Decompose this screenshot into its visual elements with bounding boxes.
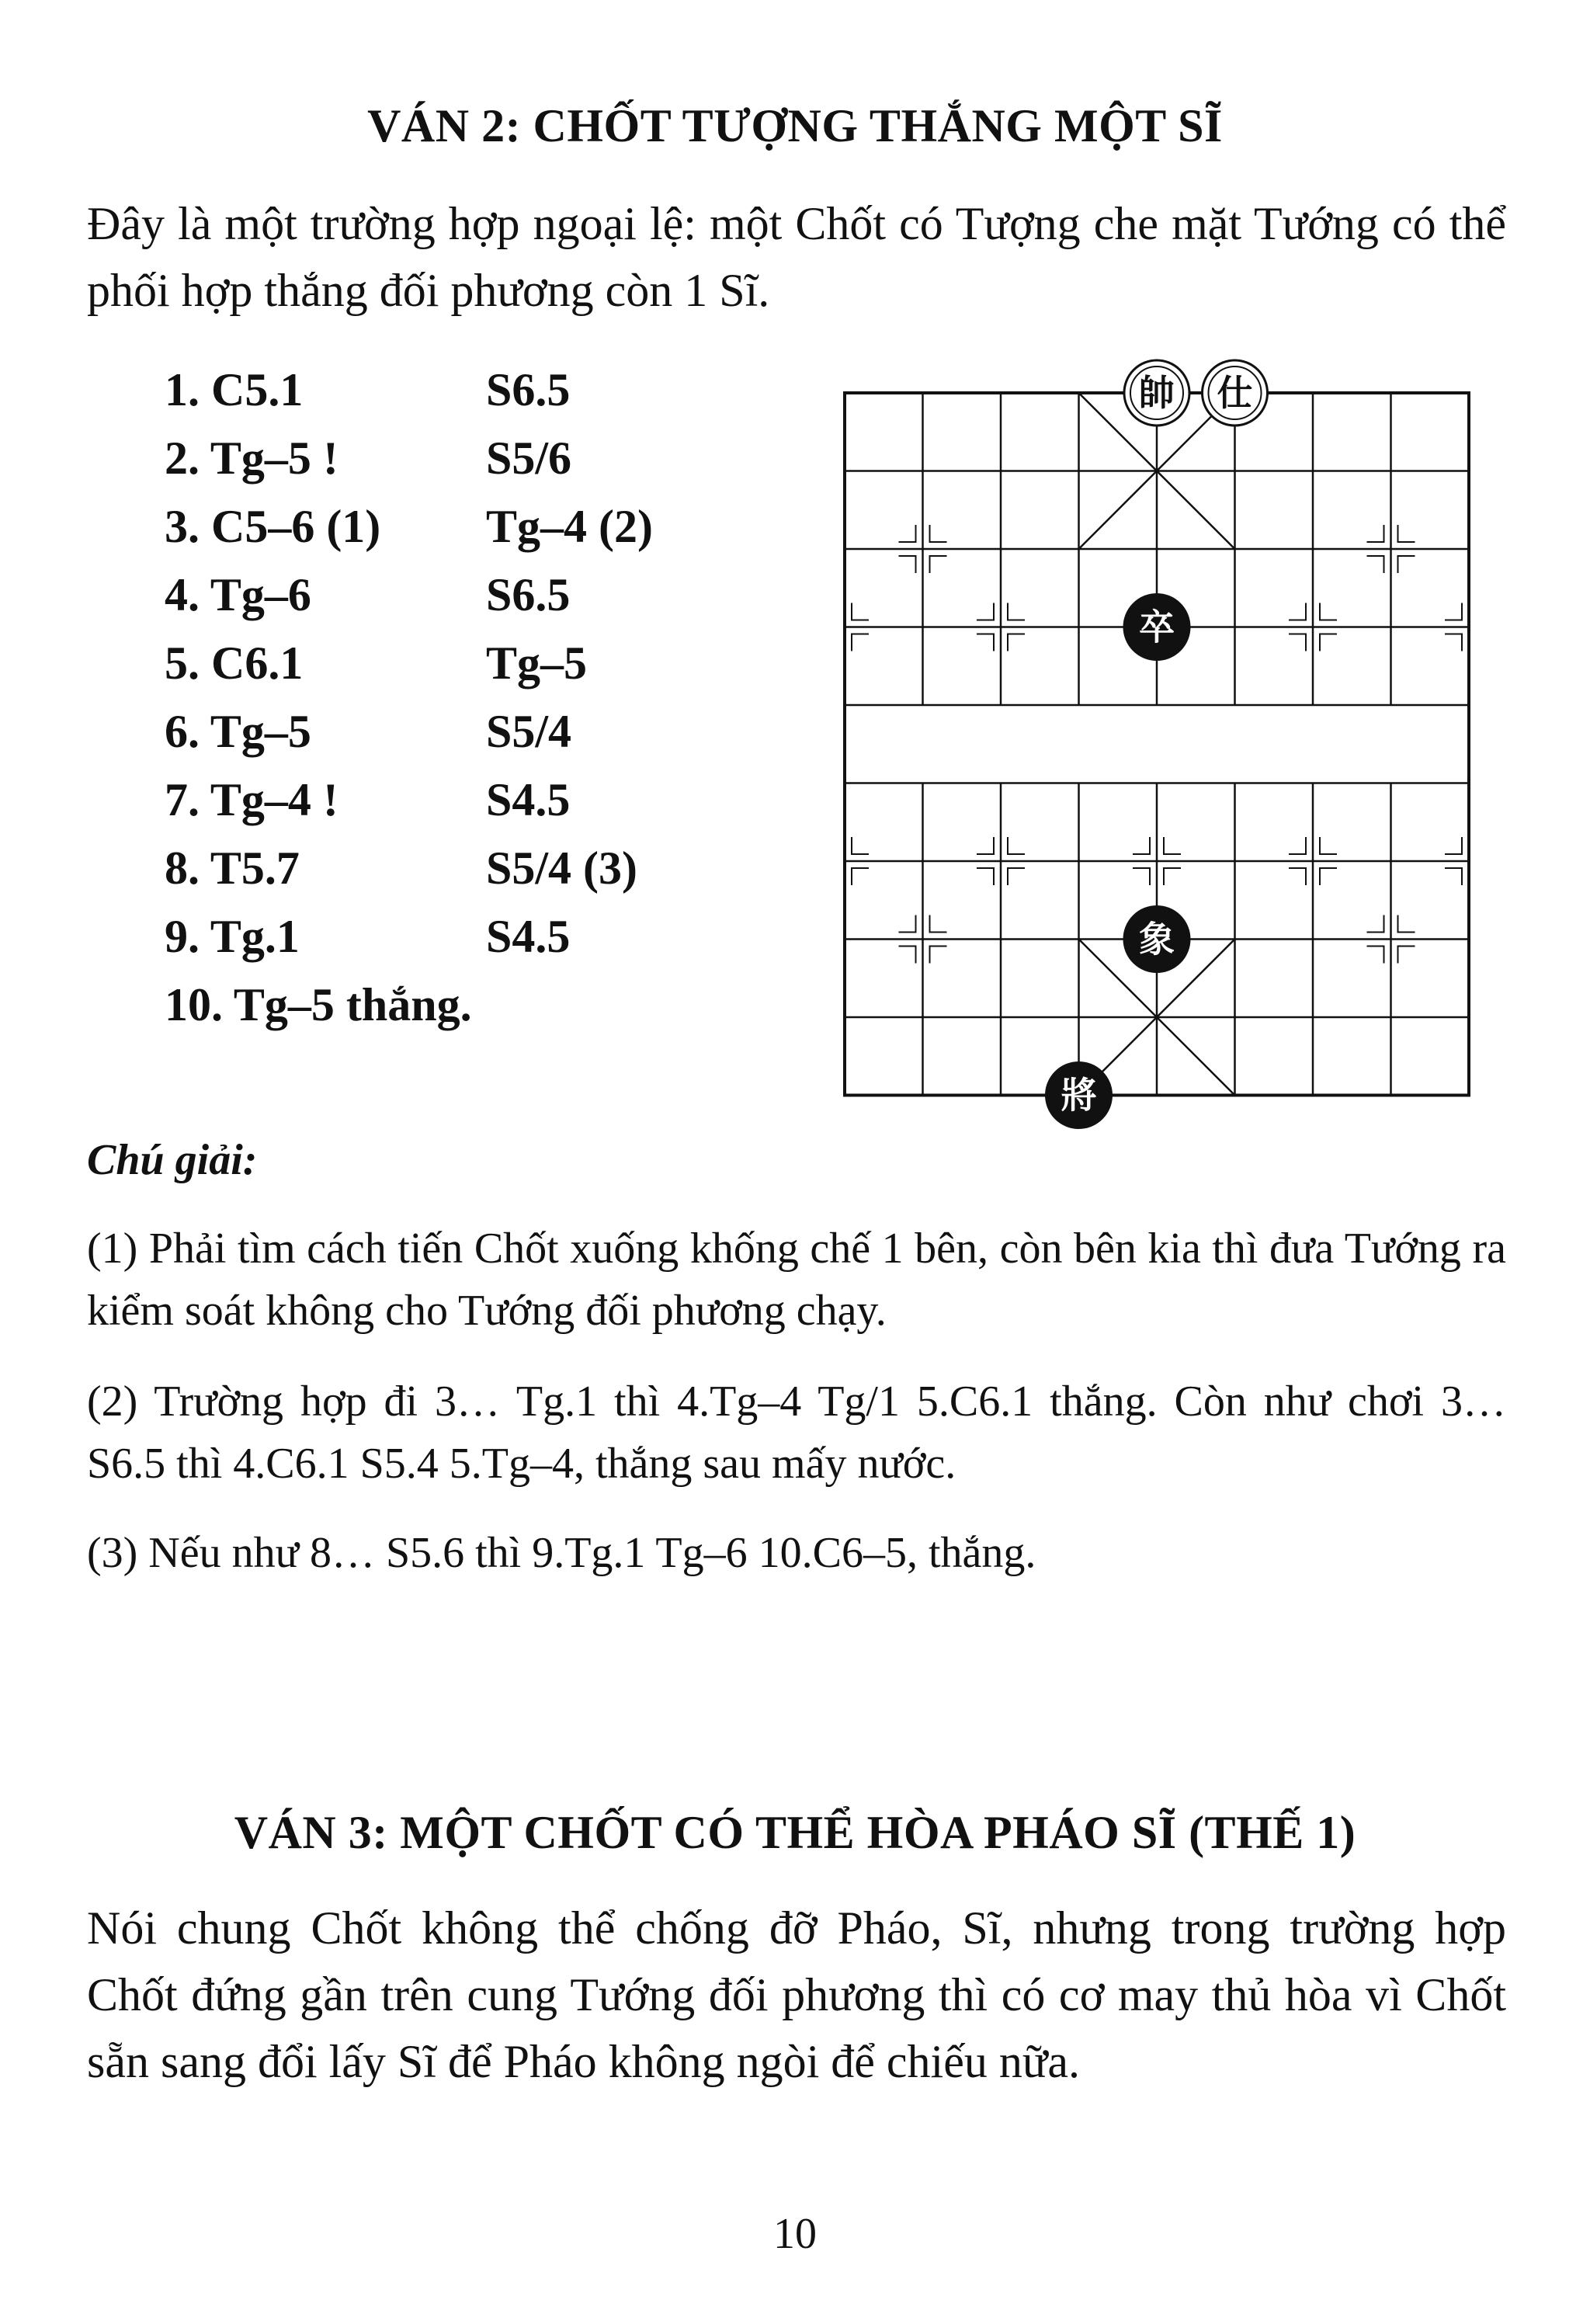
piece-label: 將 <box>1061 1074 1097 1117</box>
move-white: 4. Tg–6 <box>165 569 311 620</box>
move-list <box>165 356 653 1039</box>
move-black: S5/6 <box>486 432 572 484</box>
position-marker <box>1289 837 1306 854</box>
move-black: S4.5 <box>486 911 571 962</box>
position-marker <box>1289 634 1306 651</box>
position-marker <box>1008 634 1025 651</box>
position-marker <box>1445 603 1462 620</box>
position-marker <box>1320 837 1337 854</box>
move-black: S6.5 <box>486 569 571 620</box>
position-marker <box>930 556 947 573</box>
move-row <box>165 902 653 971</box>
move-row <box>165 697 653 766</box>
move-black: Tg–5 <box>486 637 588 689</box>
move-black: S6.5 <box>486 364 571 415</box>
xiangqi-board-diagram <box>823 342 1491 1141</box>
position-marker <box>852 634 869 651</box>
move-white: 8. T5.7 <box>165 842 300 894</box>
move-white: 2. Tg–5 ! <box>165 432 338 484</box>
section2-title: VÁN 3: MỘT CHỐT CÓ THỂ HÒA PHÁO SĨ (THẾ 1) <box>234 1807 1356 1858</box>
position-marker <box>977 603 994 620</box>
move-row <box>165 561 653 629</box>
position-marker <box>1445 868 1462 885</box>
move-row <box>165 492 653 561</box>
position-marker <box>930 525 947 542</box>
position-marker <box>1320 634 1337 651</box>
position-marker <box>1398 525 1415 542</box>
position-marker <box>899 947 916 964</box>
position-marker <box>899 915 916 933</box>
move-row <box>165 834 653 902</box>
move-black: S4.5 <box>486 774 571 825</box>
move-white: 3. C5–6 (1) <box>165 501 381 552</box>
move-white: 1. C5.1 <box>165 364 304 415</box>
position-marker <box>1289 603 1306 620</box>
position-marker <box>977 634 994 651</box>
section1-intro: Đây là một trường hợp ngoại lệ: một Chốt có Tượng che mặt Tướng có thể phối hợp thắng đối phương còn 1 Sĩ. <box>87 198 1506 316</box>
move-black: Tg–4 (2) <box>486 501 653 552</box>
position-marker <box>977 868 994 885</box>
position-marker <box>1133 837 1150 854</box>
move-row <box>165 766 653 834</box>
move-row <box>165 356 653 424</box>
move-row <box>165 629 653 697</box>
position-marker <box>1367 525 1384 542</box>
note-2: (2) Trường hợp đi 3… Tg.1 thì 4.Tg–4 Tg/1 5.C6.1 thắng. Còn như chơi 3… S6.5 thì 4.C6.1 S5.4 5.Tg–4, thắng sau mấy nước. <box>87 1377 1506 1488</box>
position-marker <box>1164 837 1181 854</box>
position-marker <box>1367 947 1384 964</box>
note-3: (3) Nếu như 8… S5.6 thì 9.Tg.1 Tg–6 10.C6–5, thắng. <box>87 1529 1036 1577</box>
position-marker <box>1008 837 1025 854</box>
position-marker <box>1445 634 1462 651</box>
note-1: (1) Phải tìm cách tiến Chốt xuống khống chế 1 bên, còn bên kia thì đưa Tướng ra kiểm soát không cho Tướng đối phương chạy. <box>87 1225 1506 1335</box>
notes-heading: Chú giải: <box>87 1136 258 1184</box>
position-marker <box>1367 556 1384 573</box>
move-black: S5/4 (3) <box>486 842 637 894</box>
page-number: 10 <box>773 2210 817 2258</box>
move-white: 10. Tg–5 thắng. <box>165 979 472 1030</box>
position-marker <box>899 525 916 542</box>
section1-title: VÁN 2: CHỐT TƯỢNG THẮNG MỘT SĨ <box>367 100 1223 151</box>
position-marker <box>1164 868 1181 885</box>
position-marker <box>930 915 947 933</box>
position-marker <box>1445 837 1462 854</box>
move-white: 7. Tg–4 ! <box>165 774 338 825</box>
position-marker <box>1398 947 1415 964</box>
position-marker <box>930 947 947 964</box>
position-marker <box>1320 603 1337 620</box>
position-marker <box>1398 556 1415 573</box>
position-marker <box>852 603 869 620</box>
position-marker <box>899 556 916 573</box>
move-black: S5/4 <box>486 706 572 757</box>
move-white: 6. Tg–5 <box>165 706 311 757</box>
position-marker <box>1133 868 1150 885</box>
move-white: 5. C6.1 <box>165 637 304 689</box>
move-white: 9. Tg.1 <box>165 911 300 962</box>
position-marker <box>852 868 869 885</box>
move-row <box>165 971 653 1039</box>
piece-label: 象 <box>1139 918 1175 961</box>
position-marker <box>852 837 869 854</box>
position-marker <box>977 837 994 854</box>
position-marker <box>1008 868 1025 885</box>
position-marker <box>1289 868 1306 885</box>
position-marker <box>1367 915 1384 933</box>
position-marker <box>1008 603 1025 620</box>
section2-intro: Nói chung Chốt không thể chống đỡ Pháo, Sĩ, nhưng trong trường hợp Chốt đứng gần trên cung Tướng đối phương thì có cơ may thủ hòa vì Chốt sẵn sang đổi lấy Sĩ để Pháo không ngòi để chiếu nữa. <box>87 1902 1506 2087</box>
piece-label: 仕 <box>1217 372 1253 414</box>
position-marker <box>1320 868 1337 885</box>
piece-label: 卒 <box>1139 606 1175 648</box>
position-marker <box>1398 915 1415 933</box>
move-row <box>165 424 653 492</box>
piece-label: 帥 <box>1139 372 1175 414</box>
